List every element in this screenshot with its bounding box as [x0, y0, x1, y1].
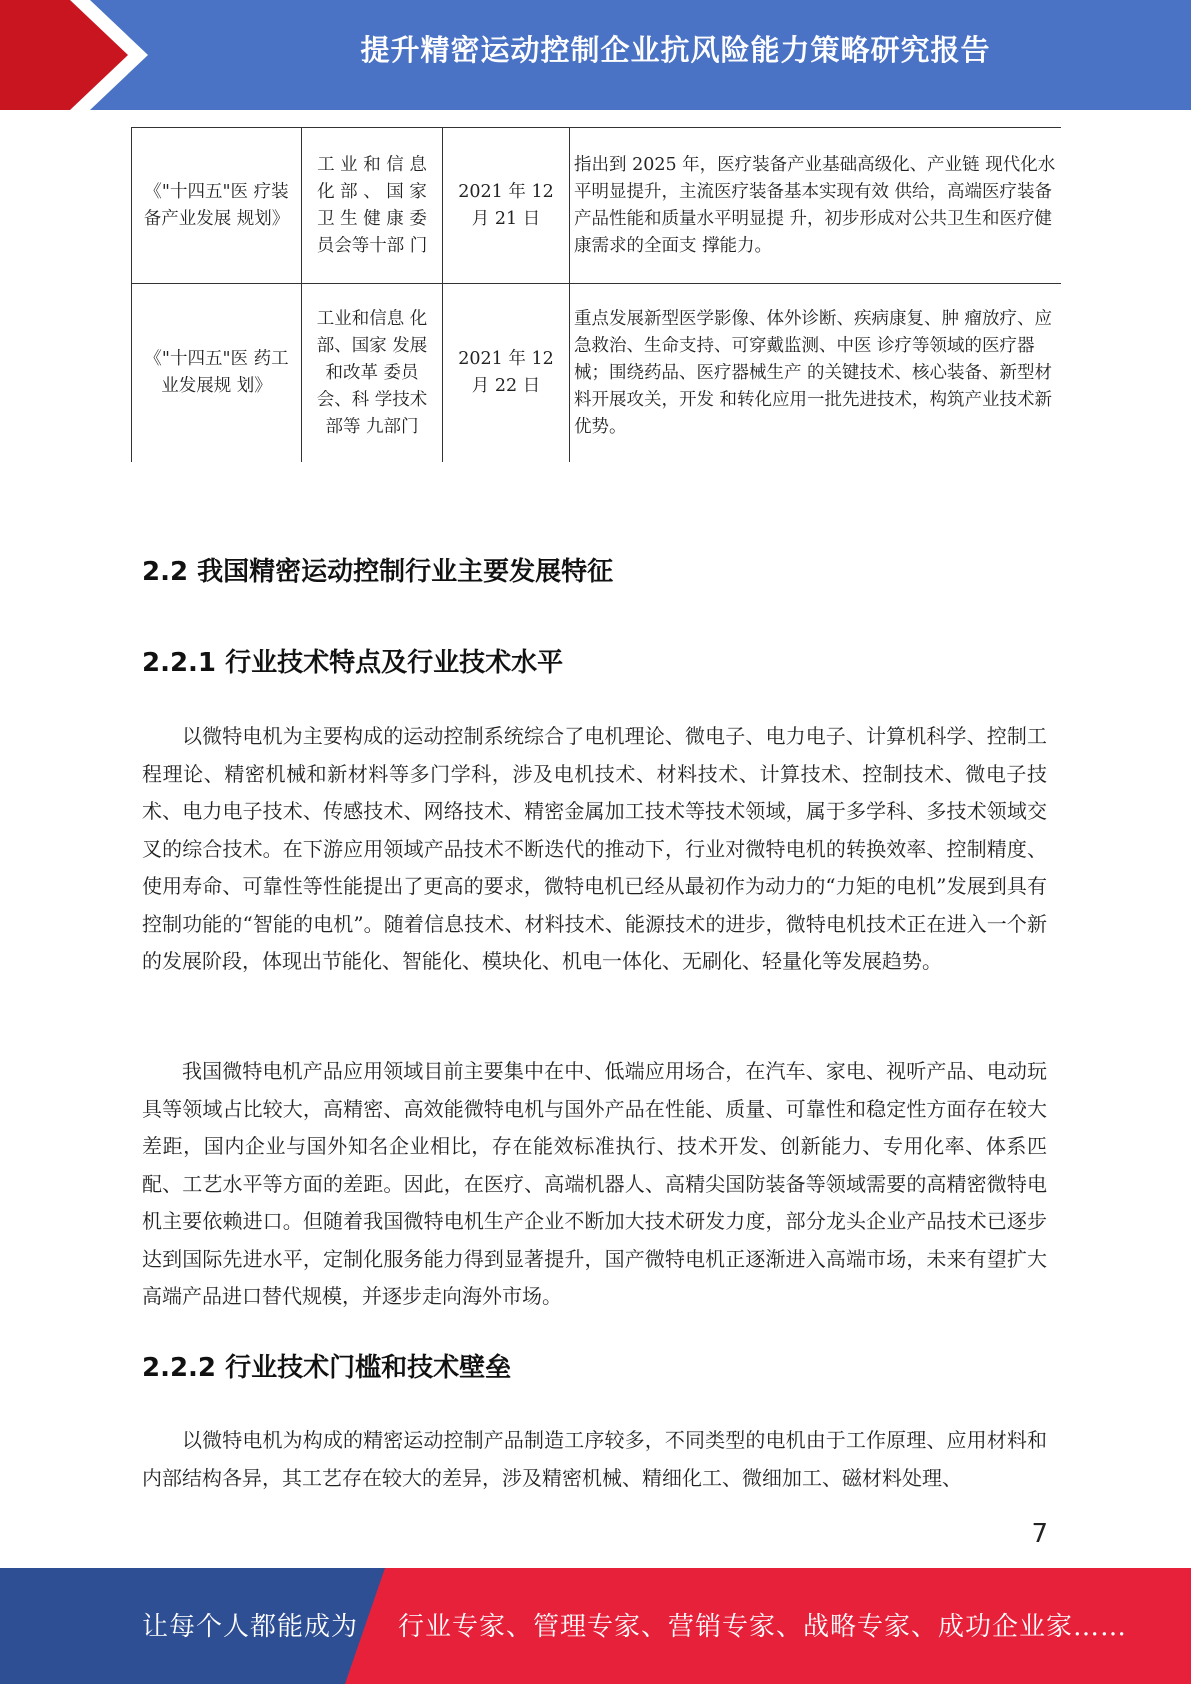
footer-slogan-left: 让每个人都能成为	[142, 1612, 359, 1642]
policy-table	[131, 127, 1061, 462]
description-cell: 指出到 2025 年，医疗装备产业基础高级化、产业链 现代化水平明显提升，主流医疗装备基本实现有效 供给，高端医疗装备产品性能和质量水平明显提 升，初步形成对公共卫生和医疗健康需求的全面支 撑能力。	[570, 128, 1061, 284]
header-red-arrow-shape	[0, 0, 150, 110]
page-footer	[0, 1568, 1191, 1684]
section-heading-2-2: 2.2 我国精密运动控制行业主要发展特征	[142, 557, 614, 587]
page-number: 7	[1031, 1519, 1048, 1549]
issuing-dept-cell: 工 业 和 信 息 化 部 、 国 家 卫 生 健 康 委 员会等十部 门	[302, 128, 443, 284]
table-row	[132, 284, 1061, 463]
table-row	[132, 128, 1061, 284]
page-header	[0, 0, 1191, 110]
section-heading-2-2-1: 2.2.1 行业技术特点及行业技术水平	[142, 648, 564, 678]
date-cell: 2021 年 12 月 21 日	[443, 128, 570, 284]
policy-name-cell: 《"十四五"医 药工业发展规 划》	[132, 284, 302, 463]
policy-name-cell: 《"十四五"医 疗装备产业发展 规划》	[132, 128, 302, 284]
body-paragraph: 我国微特电机产品应用领域目前主要集中在中、低端应用场合，在汽车、家电、视听产品、电动玩具等领域占比较大，高精密、高效能微特电机与国外产品在性能、质量、可靠性和稳定性方面存在较大差距，国内企业与国外知名企业相比，存在能效标准执行、技术开发、创新能力、专用化率、体系匹配、工艺水平等方面的差距。因此，在医疗、高端机器人、高精尖国防装备等领域需要的高精密微特电机主要依赖进口。但随着我国微特电机生产企业不断加大技术研发力度，部分龙头企业产品技术已逐步达到国际先进水平，定制化服务能力得到显著提升，国产微特电机正逐渐进入高端市场，未来有望扩大高端产品进口替代规模，并逐步走向海外市场。	[142, 1059, 1047, 1308]
footer-slogan-right: 行业专家、管理专家、营销专家、战略专家、成功企业家……	[398, 1612, 1128, 1642]
body-paragraph: 以微特电机为构成的精密运动控制产品制造工序较多，不同类型的电机由于工作原理、应用材料和内部结构各异，其工艺存在较大的差异，涉及精密机械、精细化工、微细加工、磁材料处理、	[142, 1428, 1047, 1490]
issuing-dept-cell: 工业和信息 化部、国家 发展和改革 委员会、科 学技术部等 九部门	[302, 284, 443, 463]
date-cell: 2021 年 12 月 22 日	[443, 284, 570, 463]
section-heading-2-2-2: 2.2.2 行业技术门槛和技术壁垒	[142, 1353, 512, 1383]
body-paragraph: 以微特电机为主要构成的运动控制系统综合了电机理论、微电子、电力电子、计算机科学、控制工程理论、精密机械和新材料等多门学科，涉及电机技术、材料技术、计算技术、控制技术、微电子技术、电力电子技术、传感技术、网络技术、精密金属加工技术等技术领域，属于多学科、多技术领域交叉的综合技术。在下游应用领域产品技术不断迭代的推动下，行业对微特电机的转换效率、控制精度、使用寿命、可靠性等性能提出了更高的要求，微特电机已经从最初作为动力的“力矩的电机”发展到具有控制功能的“智能的电机”。随着信息技术、材料技术、能源技术的进步，微特电机技术正在进入一个新的发展阶段，体现出节能化、智能化、模块化、机电一体化、无刷化、轻量化等发展趋势。	[142, 724, 1047, 973]
report-title: 提升精密运动控制企业抗风险能力策略研究报告	[360, 33, 991, 67]
description-cell: 重点发展新型医学影像、体外诊断、疾病康复、肿 瘤放疗、应急救治、生命支持、可穿戴监测、中医 诊疗等领域的医疗器械；围绕药品、医疗器械生产 的关键技术、核心装备、新型材料开展攻关，开发 和转化应用一批先进技术，构筑产业技术新优势。	[570, 284, 1061, 463]
